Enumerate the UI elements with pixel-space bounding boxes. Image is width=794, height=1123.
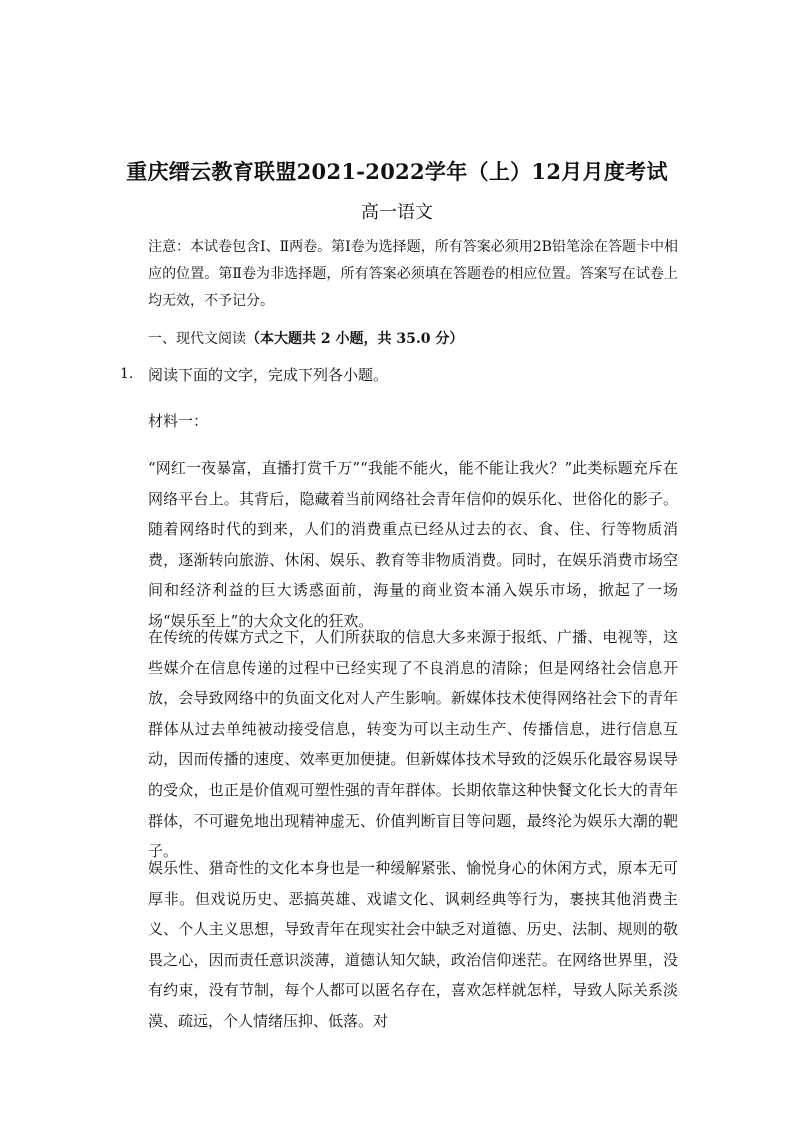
exam-title: 重庆缙云教育联盟2021-2022学年（上）12月月度考试 xyxy=(126,159,668,184)
material-label: 材料一： xyxy=(148,412,209,430)
material-paragraph-3: 娱乐性、猎奇性的文化本身也是一种缓解紧张、愉悦身心的休闲方式，原本无可厚非。但戏说历史、恶搞英雄、戏谑文化、讽刺经典等行为，裹挟其他消费主义、个人主义思想，导致青年在现实社会中缺乏对道德、历史、法制、规则的敬畏之心，因而责任意识淡薄，道德认知欠缺，政治信仰迷茫。在网络世界里，没有约束，没有节制，每个人都可以匿名存在，喜欢怎样就怎样，导致人际关系淡漠、疏远，个人情绪压抑、低落。对 xyxy=(148,859,678,1030)
exam-subtitle: 高一语文 xyxy=(361,202,433,223)
material-paragraph-2: 在传统的传媒方式之下，人们所获取的信息大多来源于报纸、广播、电视等，这些媒介在信息传递的过程中已经实现了不良消息的清除；但是网络社会信息开放，会导致网络中的负面文化对人产生影响。新媒体技术使得网络社会下的青年群体从过去单纯被动接受信息，转变为可以主动生产、传播信息，进行信息互动，因而传播的速度、效率更加便捷。但新媒体技术导致的泛娱乐化最容易误导的受众，也正是价值观可塑性强的青年群体。长期依靠这种快餐文化长大的青年群体，不可避免地出现精神虚无、价值判断盲目等问题，最终沦为娱乐大潮的靶子。 xyxy=(148,628,678,861)
question-number: 1. xyxy=(120,366,134,382)
section-prefix: 一、现代文阅读 xyxy=(148,331,246,347)
exam-notice: 注意：本试卷包含Ⅰ、Ⅱ两卷。第Ⅰ卷为选择题，所有答案必须用2B铅笔涂在答题卡中相应的位置。第Ⅱ卷为非选择题，所有答案必须填在答题卷的相应位置。答案写在试卷上均无效，不予记分。 xyxy=(148,239,678,309)
section-heading xyxy=(148,328,463,348)
question-text: 阅读下面的文字，完成下列各小题。 xyxy=(148,366,389,384)
section-info: （本大题共 2 小题，共 35.0 分） xyxy=(246,331,464,347)
material-paragraph-1: “网红一夜暴富，直播打赏千万”“我能不能火，能不能让我火？”此类标题充斥在网络平台上。其背后，隐藏着当前网络社会青年信仰的娱乐化、世俗化的影子。随着网络时代的到来，人们的消费重点已经从过去的衣、食、住、行等物质消费，逐渐转向旅游、休闲、娱乐、教育等非物质消费。同时，在娱乐消费市场空间和经济利益的巨大诱惑面前，海量的商业资本涌入娱乐市场，掀起了一场场“娱乐至上”的大众文化的狂欢。 xyxy=(148,459,678,630)
